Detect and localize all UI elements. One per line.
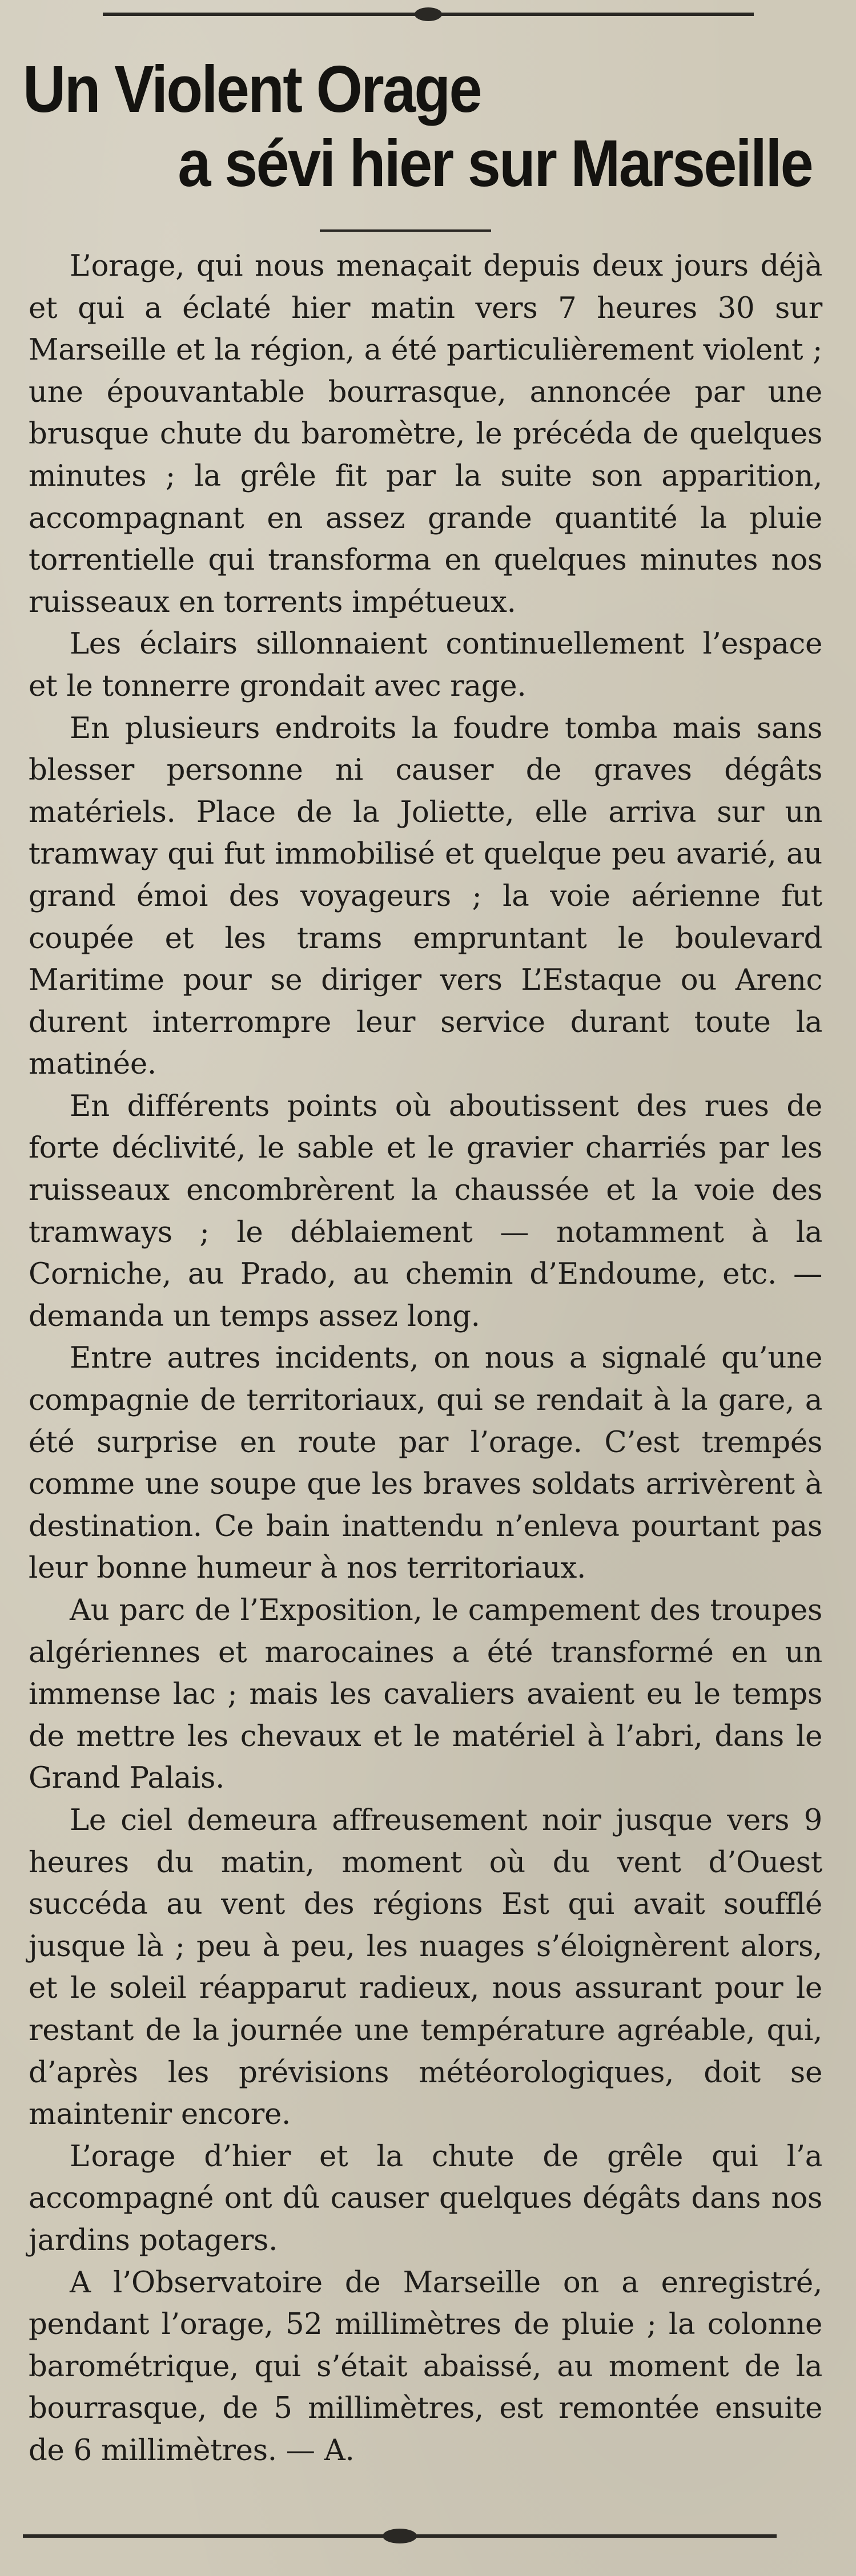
paragraph-5: Entre autres incidents, on nous a signalé qu’une compagnie de territoriaux, qui se rendait à la gare, a été surprise en route par l’orage. C’est trempés comme une soupe que les braves soldats arrivèrent à destination. Ce bain inattendu n’enleva pourtant pas leur bonne humeur à nos territoriaux. [29,1341,822,1586]
paragraph-2: Les éclairs sillonnaient continuellement l’espace et le tonnerre grondait avec rage. [29,627,822,703]
paragraph-8: L’orage d’hier et la chute de grêle qui l’a accompagné ont dû causer quelques dégâts dans nos jardins potagers. [29,2139,822,2257]
headline-line-1: Un Violent Orage [23,52,481,127]
headline [23,52,822,200]
paragraph-6: Au parc de l’Exposition, le campement des troupes algériennes et marocaines a été transformé en un immense lac ; mais les cavaliers avaient eu le temps de mettre les chevaux et le matériel à l’abri, dans le Grand Palais. [29,1593,822,1796]
paragraph-7: Le ciel demeura affreusement noir jusque vers 9 heures du matin, moment où du vent d’Ouest succéda au vent des régions Est qui avait soufflé jusque là ; peu à peu, les nuages s’éloignèrent alors, et le soleil réapparut radieux, nous assurant pour le restant de la journée une température agréable, qui, d’après les prévisions météorologiques, doit se maintenir encore. [29,1803,822,2132]
paragraph-9: A l’Observatoire de Marseille on a enregistré, pendant l’orage, 52 millimètres de pluie ; la colonne barométrique, qui s’était abaissé, au moment de la bourrasque, de 5 millimètres, est remontée ensuite de 6 millimètres. — A. [29,2265,822,2468]
headline-line-2: a sévi hier sur Marseille [178,126,812,201]
article-body [29,245,822,2472]
bottom-ornamental-rule [23,2534,777,2538]
paragraph-1: L’orage, qui nous menaçait depuis deux jours déjà et qui a éclaté hier matin vers 7 heures 30 sur Marseille et la région, a été particulièrement violent ; une épouvantable bourrasque, annoncée par une brusque chute du baromètre, le précéda de quelques minutes ; la grêle fit par la suite son apparition, accompagnant en assez grande quantité la pluie torrentielle qui transforma en quelques minutes nos ruisseaux en torrents impétueux. [29,249,822,619]
top-ornamental-rule [103,13,754,16]
paragraph-4: En différents points où aboutissent des rues de forte déclivité, le sable et le gravier charriés par les ruisseaux encombrèrent la chaussée et la voie des tramways ; le déblaiement — notamment à la Corniche, au Prado, au chemin d’Endoume, etc. — demanda un temps assez long. [29,1089,822,1333]
paragraph-3: En plusieurs endroits la foudre tomba mais sans blesser personne ni causer de graves dégâts matériels. Place de la Joliette, elle arriva sur un tramway qui fut immobilisé et quelque peu avarié, au grand émoi des voyageurs ; la voie aérienne fut coupée et les trams empruntant le boulevard Maritime pour se diriger vers L’Estaque ou Arenc durent interrompre leur service durant toute la matinée. [29,711,822,1082]
headline-divider [320,229,491,232]
